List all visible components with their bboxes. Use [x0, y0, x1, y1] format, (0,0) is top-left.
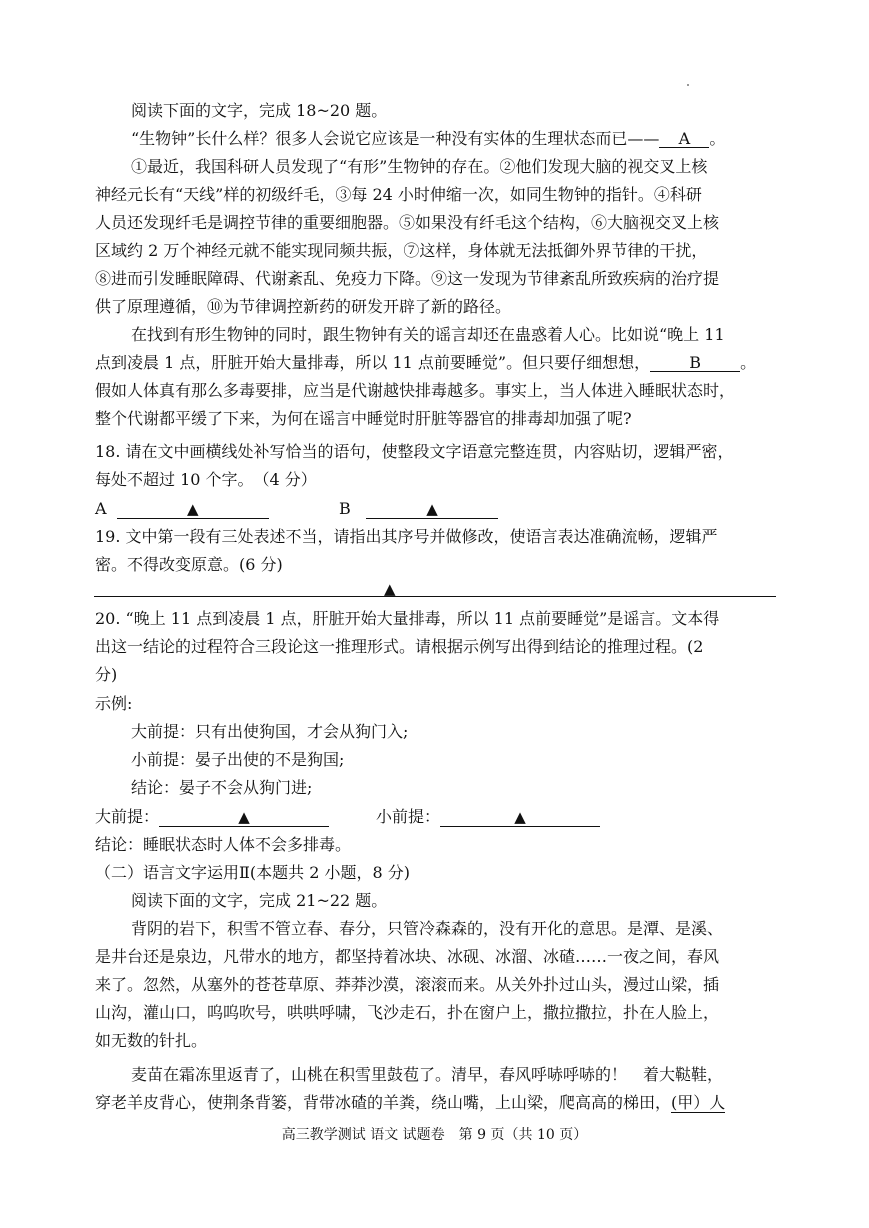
example-minor: 小前提：晏子出使的不是狗国;: [131, 750, 345, 769]
q20-prompt-2: 出这一结论的过程符合三段论这一推理形式。请根据示例写出得到结论的推理过程。(2: [95, 637, 704, 656]
q19-prompt-2: 密。不得改变原意。(6 分): [95, 555, 283, 574]
p1-line-2: ①最近，我国科研人员发现了“有形”生物钟的存在。②他们发现大脑的视交叉上核: [131, 157, 708, 176]
q20-major-premise: 大前提： ▲: [95, 807, 329, 827]
answer-blank-a[interactable]: [117, 500, 269, 519]
p2-line-5: 如无数的针扎。: [95, 1031, 208, 1050]
minor-premise-blank[interactable]: [440, 808, 600, 827]
speck: [687, 84, 689, 86]
triangle-mark: ▲: [514, 808, 526, 826]
p2-line-1: 背阴的岩下，积雪不管立春、春分，只管冷森森的，没有开化的意思。是潭、是溪、: [131, 919, 724, 938]
triangle-mark: ▲: [384, 580, 396, 598]
q18-prompt-1: 18. 请在文中画横线处补写恰当的语句，使整段文字语意完整连贯，内容贴切，逻辑严密，: [95, 442, 734, 461]
p1-line-8: 在找到有形生物钟的同时，跟生物钟有关的谣言却还在蛊惑着人心。比如说“晚上 11: [131, 325, 725, 344]
q18-prompt-2: 每处不超过 10 个字。 （4 分）: [95, 470, 317, 489]
p1-intro: 阅读下面的文字，完成 18~20 题。: [131, 101, 388, 120]
section-2-title: （二）语言文字运用Ⅱ(本题共 2 小题，8 分): [95, 863, 410, 882]
major-premise-blank[interactable]: [159, 808, 329, 827]
example-conclusion: 结论：晏子不会从狗门进;: [131, 778, 313, 797]
q19-prompt-1: 19. 文中第一段有三处表述不当，请指出其序号并做修改，使语言表达准确流畅，逻辑严: [95, 527, 718, 546]
p2-line-4: 山沟，灌山口，呜呜吹号，哄哄呼啸，飞沙走石，扑在窗户上，撒拉撒拉，扑在人脸上，: [95, 1003, 720, 1022]
answer-blank-b[interactable]: [366, 500, 498, 519]
p1-line-11: 整个代谢都平缓了下来，为何在谣言中睡觉时肝脏等器官的排毒却加强了呢?: [95, 409, 632, 428]
blank-a: A: [659, 130, 709, 148]
blank-b: B: [650, 354, 740, 372]
triangle-mark: ▲: [186, 500, 199, 518]
example-label: 示例:: [95, 694, 133, 713]
triangle-mark: ▲: [238, 808, 250, 826]
p1-line-4: 人员还发现纤毛是调控节律的重要细胞器。⑤如果没有纤毛这个结构，⑥大脑视交叉上核: [95, 213, 720, 232]
q20-minor-premise: 小前提： ▲: [376, 807, 600, 827]
q18-answer-b: B ▲: [339, 499, 498, 519]
q20-prompt-3: 分): [95, 665, 118, 684]
example-major: 大前提：只有出使狗国，才会从狗门入;: [131, 722, 409, 741]
q20-prompt-1: 20. “晚上 11 点到凌晨 1 点，肝脏开始大量排毒，所以 11 点前要睡觉”是谣言。文本得: [95, 609, 720, 628]
p1-line-6: ⑧进而引发睡眠障碍、代谢紊乱、免疫力下降。⑨这一发现为节律紊乱所致疾病的治疗提: [95, 269, 720, 288]
page-footer: 高三教学测试 语文 试题卷 第 9 页（共 10 页）: [281, 1127, 588, 1143]
p1-line-9: 点到凌晨 1 点，肝脏开始大量排毒，所以 11 点前要睡觉”。但只要仔细想想， B 。: [95, 353, 757, 372]
triangle-mark: ▲: [426, 500, 438, 518]
p2-line-6: 麦苗在霜冻里返青了，山桃在积雪里鼓苞了。清早，春风呼哧呼哧的！ 着大鞑鞋，: [131, 1065, 724, 1084]
q20-conclusion: 结论：睡眠状态时人体不会多排毒。: [95, 835, 352, 854]
p1-line-10: 假如人体真有那么多毒要排，应当是代谢越快排毒越多。事实上，当人体进入睡眠状态时，: [95, 381, 736, 400]
p1-line-7: 供了原理遵循，⑩为节律调控新药的研发开辟了新的路径。: [95, 297, 512, 316]
q18-answer-a: A ▲: [95, 499, 269, 519]
p2-line-3: 来了。忽然，从塞外的苍苍草原、莽莽沙漠，滚滚而来。从关外扑过山头，漫过山梁，插: [95, 975, 720, 994]
q19-answer-line[interactable]: [94, 596, 776, 597]
section-2-intro: 阅读下面的文字，完成 21~22 题。: [131, 891, 388, 910]
p2-line-7: 穿老羊皮背心，使荆条背篓，背带冰碴的羊粪，绕山嘴，上山梁，爬高高的梯田，(甲）人: [95, 1093, 726, 1112]
p1-line-5: 区域约 2 万个神经元就不能实现同频共振，⑦这样，身体就无法抵御外界节律的干扰，: [95, 241, 708, 260]
p1-line-1: “生物钟”长什么样？很多人会说它应该是一种没有实体的生理状态而已—— A 。: [131, 129, 726, 148]
p2-line-2: 是井台还是泉边，凡带水的地方，都坚持着冰块、冰砚、冰溜、冰碴……一夜之间，春风: [95, 947, 720, 966]
p1-line-3: 神经元长有“天线”样的初级纤毛，③每 24 小时伸缩一次，如同生物钟的指针。④科研: [95, 185, 702, 204]
underlined-marker-jia: (甲）人: [671, 1093, 726, 1112]
